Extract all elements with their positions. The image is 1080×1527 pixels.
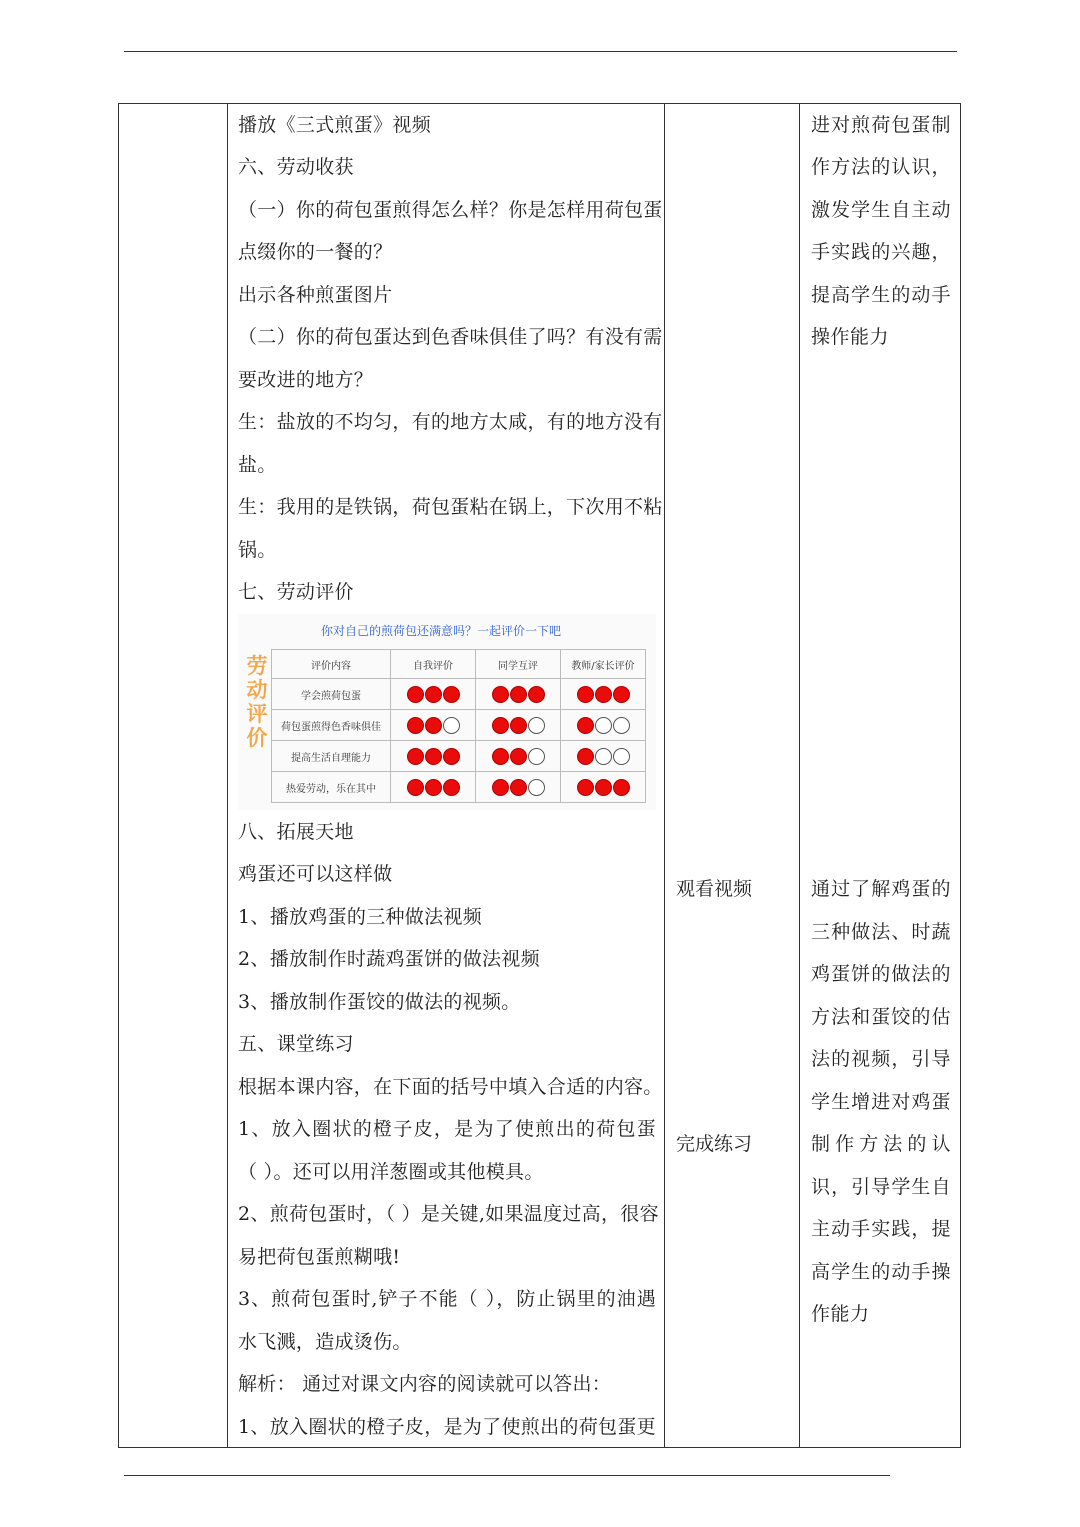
intent-line: 识，引导学生自 xyxy=(811,1176,951,1198)
intent-line: 高学生的动手操 xyxy=(811,1261,951,1283)
evaluation-row xyxy=(272,741,646,772)
rating-cell xyxy=(476,741,561,772)
content-line: 生：我用的是铁锅，荷包蛋粘在锅上，下次用不粘 xyxy=(238,496,663,518)
content-line: 解析： 通过对课文内容的阅读就可以答出： xyxy=(238,1373,612,1395)
side-char: 价 xyxy=(246,726,268,750)
evaluation-table xyxy=(271,649,646,803)
empty-circle-icon xyxy=(528,779,545,796)
intent-line: 作能力 xyxy=(811,1303,870,1325)
side-char: 动 xyxy=(246,678,268,702)
rating-cell xyxy=(476,710,561,741)
filled-circle-icon xyxy=(577,779,594,796)
filled-circle-icon xyxy=(443,686,460,703)
filled-circle-icon xyxy=(577,686,594,703)
rating-cell xyxy=(391,772,476,803)
intent-line: 制作方法的认 xyxy=(811,1133,951,1155)
rating-cell xyxy=(561,741,646,772)
section-heading: 七、劳动评价 xyxy=(238,581,354,603)
content-line: 1、播放鸡蛋的三种做法视频 xyxy=(238,906,482,928)
section-heading: 五、课堂练习 xyxy=(238,1033,354,1055)
criterion-cell: 学会煎荷包蛋 xyxy=(272,679,391,710)
content-line: 2、煎荷包蛋时，（ ）是关键,如果温度过高，很容 xyxy=(238,1203,659,1225)
header-cell: 同学互评 xyxy=(476,650,561,679)
filled-circle-icon xyxy=(492,686,509,703)
evaluation-row xyxy=(272,710,646,741)
content-line: 要改进的地方？ xyxy=(238,369,374,391)
empty-circle-icon xyxy=(595,748,612,765)
intent-line: 进对煎荷包蛋制 xyxy=(811,114,951,136)
filled-circle-icon xyxy=(577,748,594,765)
content-line: 3、播放制作蛋饺的做法的视频。 xyxy=(238,991,521,1013)
content-line: 播放《三式煎蛋》视频 xyxy=(238,114,432,136)
empty-circle-icon xyxy=(613,717,630,734)
section-heading: 八、拓展天地 xyxy=(238,821,354,843)
filled-circle-icon xyxy=(613,779,630,796)
empty-circle-icon xyxy=(443,717,460,734)
column-divider-3 xyxy=(799,104,800,1447)
filled-circle-icon xyxy=(425,748,442,765)
column-divider-2 xyxy=(664,104,665,1447)
filled-circle-icon xyxy=(425,779,442,796)
criterion-cell: 荷包蛋煎得色香味俱佳 xyxy=(272,710,391,741)
empty-circle-icon xyxy=(528,748,545,765)
evaluation-row xyxy=(272,772,646,803)
content-line: 2、播放制作时蔬鸡蛋饼的做法视频 xyxy=(238,948,540,970)
intent-line: 作方法的认识， xyxy=(811,156,951,178)
intent-line: 提高学生的动手 xyxy=(811,284,951,306)
intent-line: 通过了解鸡蛋的 xyxy=(811,878,951,900)
header-rule xyxy=(124,51,957,52)
content-line: 易把荷包蛋煎糊哦! xyxy=(238,1246,401,1268)
content-line: 锅。 xyxy=(238,539,277,561)
content-line: 生：盐放的不均匀，有的地方太咸，有的地方没有 xyxy=(238,411,663,433)
empty-circle-icon xyxy=(528,717,545,734)
filled-circle-icon xyxy=(613,686,630,703)
rating-cell xyxy=(391,741,476,772)
filled-circle-icon xyxy=(510,686,527,703)
section-heading: 六、劳动收获 xyxy=(238,156,354,178)
content-line: （一）你的荷包蛋煎得怎么样？你是怎样用荷包蛋 xyxy=(238,199,663,221)
evaluation-title: 你对自己的煎荷包还满意吗？一起评价一下吧 xyxy=(320,624,561,638)
rating-cell xyxy=(391,710,476,741)
filled-circle-icon xyxy=(443,748,460,765)
content-line: 根据本课内容，在下面的括号中填入合适的内容。 xyxy=(238,1076,663,1098)
filled-circle-icon xyxy=(407,748,424,765)
header-cell: 评价内容 xyxy=(272,650,391,679)
side-char: 评 xyxy=(246,702,268,726)
content-line: 出示各种煎蛋图片 xyxy=(238,284,393,306)
column-divider-1 xyxy=(227,104,228,1447)
footer-rule xyxy=(124,1475,890,1476)
evaluation-side-label xyxy=(244,654,270,750)
evaluation-row xyxy=(272,679,646,710)
content-line: 点缀你的一餐的？ xyxy=(238,241,393,263)
intent-line: 法的视频，引导 xyxy=(811,1048,951,1070)
content-line: 1、放入圈状的橙子皮，是为了使煎出的荷包蛋 xyxy=(238,1118,656,1140)
header-cell: 自我评价 xyxy=(391,650,476,679)
content-line: （二）你的荷包蛋达到色香味俱佳了吗？有没有需 xyxy=(238,326,663,348)
filled-circle-icon xyxy=(510,779,527,796)
filled-circle-icon xyxy=(443,779,460,796)
student-activity: 完成练习 xyxy=(676,1133,753,1155)
filled-circle-icon xyxy=(492,748,509,765)
evaluation-header-row xyxy=(272,650,646,679)
content-line: 鸡蛋还可以这样做 xyxy=(238,863,393,885)
criterion-cell: 提高生活自理能力 xyxy=(272,741,391,772)
side-char: 劳 xyxy=(246,654,268,678)
rating-cell xyxy=(561,679,646,710)
empty-circle-icon xyxy=(595,717,612,734)
filled-circle-icon xyxy=(492,717,509,734)
filled-circle-icon xyxy=(577,717,594,734)
filled-circle-icon xyxy=(510,717,527,734)
filled-circle-icon xyxy=(407,779,424,796)
rating-cell xyxy=(476,772,561,803)
filled-circle-icon xyxy=(425,686,442,703)
intent-line: 主动手实践，提 xyxy=(811,1218,951,1240)
content-line: 1、放入圈状的橙子皮，是为了使煎出的荷包蛋更 xyxy=(238,1416,656,1438)
intent-line: 操作能力 xyxy=(811,326,890,348)
content-line: 3、煎荷包蛋时,铲子不能（ ），防止锅里的油遇 xyxy=(238,1288,656,1310)
rating-cell xyxy=(561,710,646,741)
filled-circle-icon xyxy=(492,779,509,796)
filled-circle-icon xyxy=(595,686,612,703)
rating-cell xyxy=(561,772,646,803)
filled-circle-icon xyxy=(407,686,424,703)
intent-line: 手实践的兴趣， xyxy=(811,241,951,263)
content-line: 盐。 xyxy=(238,454,277,476)
rating-cell xyxy=(476,679,561,710)
filled-circle-icon xyxy=(510,748,527,765)
header-cell: 教师/家长评价 xyxy=(561,650,646,679)
content-line: 水飞溅，造成烫伤。 xyxy=(238,1331,412,1353)
filled-circle-icon xyxy=(595,779,612,796)
empty-circle-icon xyxy=(613,748,630,765)
rating-cell xyxy=(391,679,476,710)
criterion-cell: 热爱劳动，乐在其中 xyxy=(272,772,391,803)
intent-line: 方法和蛋饺的估 xyxy=(811,1006,951,1028)
student-activity: 观看视频 xyxy=(676,878,753,900)
intent-line: 鸡蛋饼的做法的 xyxy=(811,963,951,985)
intent-line: 激发学生自主动 xyxy=(811,199,951,221)
filled-circle-icon xyxy=(407,717,424,734)
content-line: （ ）。还可以用洋葱圈或其他模具。 xyxy=(238,1161,544,1183)
evaluation-image xyxy=(238,614,656,810)
filled-circle-icon xyxy=(425,717,442,734)
intent-line: 学生增进对鸡蛋 xyxy=(811,1091,951,1113)
filled-circle-icon xyxy=(528,686,545,703)
intent-line: 三种做法、时蔬 xyxy=(811,921,951,943)
